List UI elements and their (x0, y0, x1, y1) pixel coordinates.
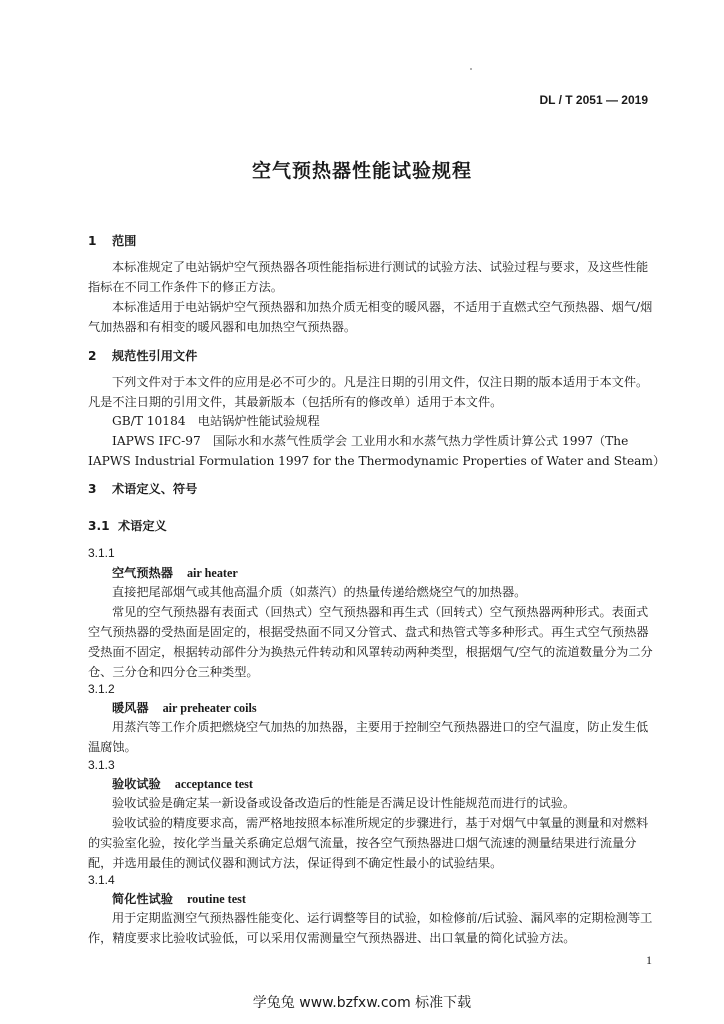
section-number: 1 (88, 234, 97, 248)
section-1-paragraph-2: 本标准适用于电站锅炉空气预热器和加热介质无相变的暖风器，不适用于直燃式空气预热器、烟气/烟气加热器和有相变的暖风器和电加热空气预热器。 (88, 300, 653, 334)
reference-gbt-10184: GB/T 10184 电站锅炉性能试验规程 (112, 414, 320, 428)
watermark-footer: 学兔兔 www.bzfxw.com 标准下载 (252, 995, 472, 1011)
clause-3-1-3-definition: 验收试验是确定某一新设备或设备改造后的性能是否满足设计性能规范而进行的试验。 (112, 796, 576, 810)
scan-speck (470, 68, 472, 70)
section-number: 3.1 (88, 519, 110, 533)
clause-3-1-2-number: 3.1.2 (88, 682, 115, 696)
term-air-preheater-coils (112, 699, 257, 717)
clause-3-1-1-note: 常见的空气预热器有表面式（回热式）空气预热器和再生式（回转式）空气预热器两种形式。表面式空气预热器的受热面是固定的，根据受热面不同又分管式、盘式和热管式等多种形式。再生式空气预热器受热面不固定，根据转动部件分为换热元件转动和风罩转动两种类型，根据烟气/空气的流道数量分为二分仓、三分仓和四分仓三种类型。 (88, 605, 653, 679)
section-title: 术语定义 (118, 519, 167, 533)
section-1-paragraph-1: 本标准规定了电站锅炉空气预热器各项性能指标进行测试的试验方法、试验过程与要求，及这些性能指标在不同工作条件下的修正方法。 (88, 260, 649, 294)
clause-3-1-1-number: 3.1.1 (88, 546, 115, 560)
clause-3-1-1-definition: 直接把尾部烟气或其他高温介质（如蒸汽）的热量传递给燃烧空气的加热器。 (112, 585, 527, 599)
section-number: 2 (88, 349, 97, 363)
term-routine-test (112, 890, 246, 908)
term-english: routine test (186, 892, 246, 906)
section-2-heading (88, 347, 197, 365)
term-chinese: 简化性试验 (112, 892, 173, 906)
reference-iapws-ifc97: IAPWS IFC-97 国际水和水蒸气性质学会 工业用水和水蒸气热力学性质计算公式 1997（The IAPWS Industrial Formulation 1997 for the Thermodynamic Properties of Water and Steam） (88, 434, 666, 468)
section-3-1-heading (88, 517, 167, 535)
term-chinese: 暖风器 (112, 701, 149, 715)
section-1-heading (88, 232, 136, 250)
term-air-heater (112, 564, 238, 582)
section-title: 范围 (112, 234, 137, 248)
clause-3-1-3-number: 3.1.3 (88, 758, 115, 772)
page-title: 空气预热器性能试验规程 (251, 160, 472, 182)
clause-3-1-3-note: 验收试验的精度要求高，需严格地按照本标准所规定的步骤进行，基于对烟气中氧量的测量和对燃料的实验室化验，按化学当量关系确定总烟气流量，按各空气预热器进口烟气流速的测量结果进行流量分配，并选用最佳的测试仪器和测试方法，保证得到不确定性最小的试验结果。 (88, 816, 649, 870)
term-english: acceptance test (174, 777, 253, 791)
section-title: 术语定义、符号 (112, 482, 198, 496)
section-2-paragraph-1: 下列文件对于本文件的应用是必不可少的。凡是注日期的引用文件，仅注日期的版本适用于本文件。凡是不注日期的引用文件，其最新版本（包括所有的修改单）适用于本文件。 (88, 375, 649, 409)
clause-3-1-2-definition: 用蒸汽等工作介质把燃烧空气加热的加热器，主要用于控制空气预热器进口的空气温度，防止发生低温腐蚀。 (88, 720, 649, 754)
section-title: 规范性引用文件 (112, 349, 198, 363)
term-english: air heater (186, 566, 238, 580)
term-english: air preheater coils (162, 701, 257, 715)
term-chinese: 验收试验 (112, 777, 161, 791)
section-number: 3 (88, 482, 97, 496)
page-number: 1 (646, 953, 652, 967)
clause-3-1-4-definition: 用于定期监测空气预热器性能变化、运行调整等目的试验，如检修前/后试验、漏风率的定期检测等工作，精度要求比验收试验低，可以采用仅需测量空气预热器进、出口氧量的简化试验方法。 (88, 911, 653, 945)
term-acceptance-test (112, 775, 253, 793)
standard-code: DL / T 2051 — 2019 (539, 93, 648, 107)
term-chinese: 空气预热器 (112, 566, 173, 580)
section-3-heading (88, 480, 197, 498)
clause-3-1-4-number: 3.1.4 (88, 873, 115, 887)
